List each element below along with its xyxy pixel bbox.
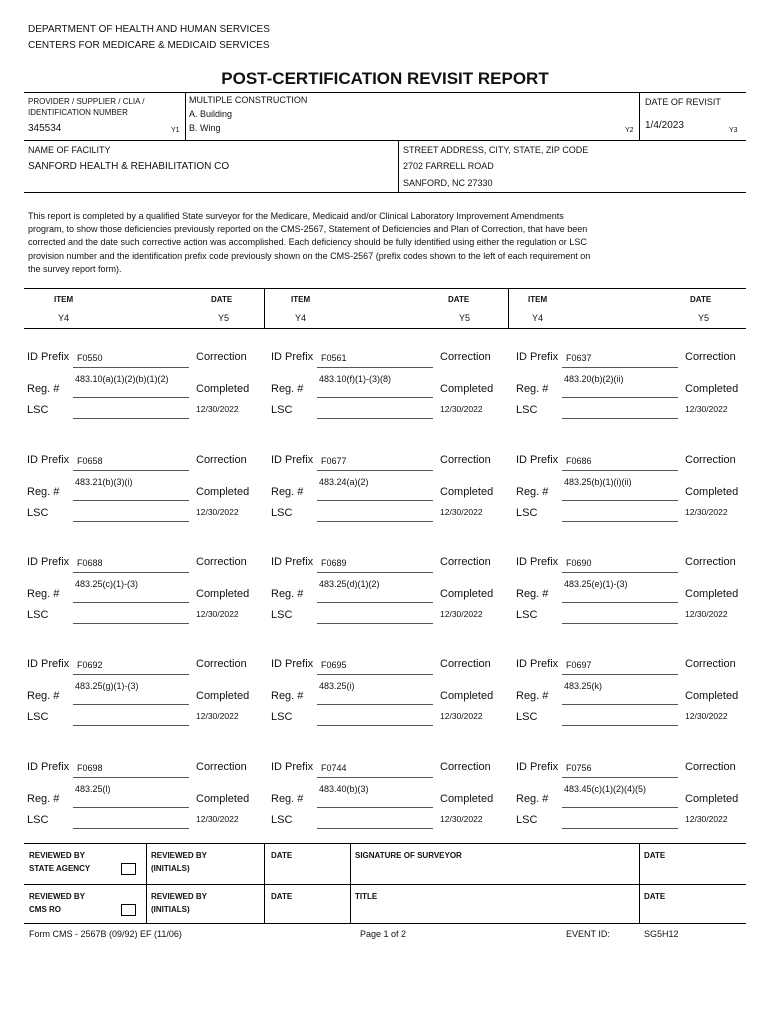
reviewed-initials-label-1: REVIEWED BY <box>151 892 208 901</box>
id-prefix-value: F0744 <box>321 763 347 773</box>
id-prefix-value: F0698 <box>77 763 103 773</box>
event-id-value: SG5H12 <box>644 929 679 939</box>
instructions-line: program, to show those deficiencies previously reported on the CMS-2567, Statement of Deficiencies and Plan of Correction, that have been <box>28 224 588 235</box>
id-prefix-value: F0677 <box>321 456 347 466</box>
form-number: Form CMS - 2567B (09/92) EF (11/06) <box>29 929 182 939</box>
lsc-label: LSC <box>27 404 49 416</box>
facility-name: SANFORD HEALTH & REHABILITATION CO <box>28 161 230 172</box>
provider-number: 345534 <box>28 123 62 134</box>
correction-label: Correction <box>440 454 491 466</box>
id-prefix-value: F0550 <box>77 353 103 363</box>
col1-y4: Y4 <box>58 313 70 323</box>
correction-label: Correction <box>685 351 736 363</box>
lsc-label: LSC <box>271 609 293 621</box>
correction-label: Correction <box>685 761 736 773</box>
reg-label: Reg. # <box>27 588 60 600</box>
id-prefix-label: ID Prefix <box>27 658 70 670</box>
reg-underline <box>562 704 678 705</box>
lsc-underline <box>317 725 433 726</box>
id-prefix-label: ID Prefix <box>27 556 70 568</box>
reg-underline <box>317 704 433 705</box>
correction-label: Correction <box>196 351 247 363</box>
id-prefix-label: ID Prefix <box>27 351 70 363</box>
lsc-underline <box>73 418 189 419</box>
id-prefix-label: ID Prefix <box>27 761 70 773</box>
correction-label: Correction <box>196 454 247 466</box>
instructions-line: This report is completed by a qualified State surveyor for the Medicare, Medicaid and/or Clinical Laboratory Improvement Amendments <box>28 211 564 221</box>
lsc-underline <box>317 521 433 522</box>
id-prefix-underline <box>317 572 433 573</box>
completion-date: 12/30/2022 <box>196 814 239 824</box>
reviewed-state-label-1: REVIEWED BY <box>29 851 86 860</box>
instructions-line: provision number and the identification prefix code previously shown on the CMS-2567 (prefix codes shown to the left of each requirement on <box>28 250 591 261</box>
lsc-underline <box>562 521 678 522</box>
id-prefix-value: F0756 <box>566 763 592 773</box>
lsc-label: LSC <box>271 507 293 519</box>
lsc-label: LSC <box>27 609 49 621</box>
id-prefix-underline <box>562 572 678 573</box>
title-label: TITLE <box>355 892 378 901</box>
completion-date: 12/30/2022 <box>440 507 483 517</box>
completed-label: Completed <box>196 383 250 395</box>
reg-label: Reg. # <box>516 588 549 600</box>
address-line-1: 2702 FARRELL ROAD <box>403 161 494 171</box>
id-prefix-underline <box>73 674 189 675</box>
instructions-line: corrected and the date such corrective action was accomplished. Each deficiency should be fully identified using either the regulation or LSC <box>28 237 587 248</box>
reg-underline <box>317 807 433 808</box>
id-prefix-value: F0686 <box>566 456 592 466</box>
completed-label: Completed <box>440 690 494 702</box>
lsc-label: LSC <box>516 507 538 519</box>
reg-label: Reg. # <box>516 793 549 805</box>
completed-label: Completed <box>685 793 739 805</box>
reg-label: Reg. # <box>27 793 60 805</box>
lsc-label: LSC <box>27 814 49 826</box>
date-of-revisit-label: DATE OF REVISIT <box>645 97 721 107</box>
col3-date-header: DATE <box>690 295 712 304</box>
col2-y4: Y4 <box>295 313 307 323</box>
y2-code: Y2 <box>625 127 634 134</box>
completion-date: 12/30/2022 <box>196 711 239 721</box>
reg-value: 483.25(g)(1)-(3) <box>75 681 139 691</box>
id-prefix-underline <box>73 367 189 368</box>
completed-label: Completed <box>196 793 250 805</box>
completion-date: 12/30/2022 <box>440 814 483 824</box>
correction-label: Correction <box>685 556 736 568</box>
y3-code: Y3 <box>729 127 738 134</box>
reg-value: 483.25(c)(1)-(3) <box>75 579 139 589</box>
id-prefix-value: F0688 <box>77 558 103 568</box>
reg-value: 483.25(e)(1)-(3) <box>564 579 628 589</box>
completed-label: Completed <box>440 588 494 600</box>
lsc-underline <box>317 623 433 624</box>
completion-date: 12/30/2022 <box>685 711 728 721</box>
completion-date: 12/30/2022 <box>440 711 483 721</box>
instructions-line: the survey report form). <box>28 263 122 274</box>
id-prefix-label: ID Prefix <box>516 556 559 568</box>
signature-label: SIGNATURE OF SURVEYOR <box>355 851 462 860</box>
agency-line-2: CENTERS FOR MEDICARE & MEDICAID SERVICES <box>28 40 270 51</box>
lsc-underline <box>562 725 678 726</box>
completed-label: Completed <box>440 383 494 395</box>
reg-underline <box>562 500 678 501</box>
col1-y5: Y5 <box>218 313 230 323</box>
id-prefix-underline <box>317 674 433 675</box>
reg-underline <box>562 602 678 603</box>
reg-underline <box>562 807 678 808</box>
provider-label-2: IDENTIFICATION NUMBER <box>28 108 128 117</box>
completed-label: Completed <box>440 486 494 498</box>
id-prefix-label: ID Prefix <box>516 658 559 670</box>
lsc-label: LSC <box>27 711 49 723</box>
completion-date: 12/30/2022 <box>685 507 728 517</box>
correction-label: Correction <box>196 556 247 568</box>
lsc-label: LSC <box>271 711 293 723</box>
id-prefix-value: F0561 <box>321 353 347 363</box>
reg-underline <box>562 397 678 398</box>
id-prefix-underline <box>562 470 678 471</box>
correction-label: Correction <box>440 556 491 568</box>
reg-value: 483.21(b)(3)(i) <box>75 477 133 487</box>
id-prefix-label: ID Prefix <box>271 351 314 363</box>
reg-label: Reg. # <box>271 588 304 600</box>
id-prefix-underline <box>73 777 189 778</box>
id-prefix-underline <box>73 470 189 471</box>
id-prefix-value: F0692 <box>77 660 103 670</box>
col2-date-header: DATE <box>448 295 470 304</box>
correction-label: Correction <box>440 658 491 670</box>
lsc-underline <box>562 623 678 624</box>
reviewed-initials-label-2: (INITIALS) <box>151 905 190 914</box>
id-prefix-underline <box>562 674 678 675</box>
reg-underline <box>73 602 189 603</box>
reg-label: Reg. # <box>271 793 304 805</box>
page-title: POST-CERTIFICATION REVISIT REPORT <box>221 69 549 88</box>
completion-date: 12/30/2022 <box>196 507 239 517</box>
reg-value: 483.25(k) <box>564 681 603 691</box>
lsc-underline <box>73 521 189 522</box>
lsc-label: LSC <box>27 507 49 519</box>
completion-date: 12/30/2022 <box>196 404 239 414</box>
lsc-label: LSC <box>516 609 538 621</box>
lsc-label: LSC <box>271 814 293 826</box>
reviewed-initials-label-1: REVIEWED BY <box>151 851 208 860</box>
provider-label-1: PROVIDER / SUPPLIER / CLIA / <box>28 97 145 106</box>
address-label: STREET ADDRESS, CITY, STATE, ZIP CODE <box>403 145 589 155</box>
col3-y4: Y4 <box>532 313 544 323</box>
completion-date: 12/30/2022 <box>440 609 483 619</box>
correction-label: Correction <box>685 658 736 670</box>
completion-date: 12/30/2022 <box>440 404 483 414</box>
lsc-label: LSC <box>516 814 538 826</box>
reg-value: 483.20(b)(2)(ii) <box>564 374 624 384</box>
id-prefix-label: ID Prefix <box>516 761 559 773</box>
completed-label: Completed <box>685 383 739 395</box>
id-prefix-underline <box>317 367 433 368</box>
lsc-label: LSC <box>271 404 293 416</box>
cms-ro-checkbox[interactable] <box>121 904 136 916</box>
reg-value: 483.10(a)(1)(2)(b)(1)(2) <box>75 374 169 384</box>
id-prefix-label: ID Prefix <box>271 761 314 773</box>
lsc-label: LSC <box>516 404 538 416</box>
correction-label: Correction <box>196 658 247 670</box>
reviewed-state-label-2: STATE AGENCY <box>29 864 91 873</box>
reg-underline <box>317 500 433 501</box>
id-prefix-underline <box>317 777 433 778</box>
reg-label: Reg. # <box>516 383 549 395</box>
col3-item-header: ITEM <box>528 295 548 304</box>
reg-underline <box>73 500 189 501</box>
completion-date: 12/30/2022 <box>685 814 728 824</box>
address-line-2: SANFORD, NC 27330 <box>403 178 493 188</box>
col3-y5: Y5 <box>698 313 710 323</box>
id-prefix-label: ID Prefix <box>271 658 314 670</box>
completed-label: Completed <box>196 690 250 702</box>
id-prefix-label: ID Prefix <box>27 454 70 466</box>
reg-value: 483.25(b)(1)(i)(ii) <box>564 477 632 487</box>
id-prefix-label: ID Prefix <box>516 351 559 363</box>
reg-value: 483.25(i) <box>319 681 355 691</box>
id-prefix-value: F0697 <box>566 660 592 670</box>
reg-label: Reg. # <box>271 690 304 702</box>
lsc-underline <box>73 828 189 829</box>
reg-label: Reg. # <box>271 383 304 395</box>
state-agency-checkbox[interactable] <box>121 863 136 875</box>
id-prefix-label: ID Prefix <box>271 454 314 466</box>
reg-label: Reg. # <box>271 486 304 498</box>
date-label: DATE <box>644 851 666 860</box>
correction-label: Correction <box>440 761 491 773</box>
reg-value: 483.10(f)(1)-(3)(8) <box>319 374 392 384</box>
id-prefix-value: F0658 <box>77 456 103 466</box>
correction-label: Correction <box>196 761 247 773</box>
reviewed-cms-label-2: CMS RO <box>29 905 61 914</box>
facility-label: NAME OF FACILITY <box>28 145 111 155</box>
id-prefix-value: F0690 <box>566 558 592 568</box>
id-prefix-value: F0637 <box>566 353 592 363</box>
reg-underline <box>73 397 189 398</box>
date-label: DATE <box>271 892 293 901</box>
lsc-underline <box>73 725 189 726</box>
reg-value: 483.45(c)(1)(2)(4)(5) <box>564 784 647 794</box>
col2-item-header: ITEM <box>291 295 311 304</box>
reg-underline <box>73 704 189 705</box>
reg-underline <box>73 807 189 808</box>
reviewed-initials-label-2: (INITIALS) <box>151 864 190 873</box>
id-prefix-value: F0695 <box>321 660 347 670</box>
multiple-construction-label: MULTIPLE CONSTRUCTION <box>189 95 308 105</box>
completion-date: 12/30/2022 <box>685 609 728 619</box>
id-prefix-underline <box>562 777 678 778</box>
lsc-underline <box>73 623 189 624</box>
date-label: DATE <box>644 892 666 901</box>
correction-label: Correction <box>440 351 491 363</box>
completion-date: 12/30/2022 <box>685 404 728 414</box>
wing-label: B. Wing <box>189 123 221 133</box>
y1-code: Y1 <box>171 127 180 134</box>
completed-label: Completed <box>685 690 739 702</box>
completed-label: Completed <box>440 793 494 805</box>
lsc-underline <box>562 828 678 829</box>
reg-value: 483.24(a)(2) <box>319 477 369 487</box>
id-prefix-underline <box>73 572 189 573</box>
reg-label: Reg. # <box>27 690 60 702</box>
col1-item-header: ITEM <box>54 295 74 304</box>
lsc-underline <box>562 418 678 419</box>
building-label: A. Building <box>189 109 233 119</box>
completion-date: 12/30/2022 <box>196 609 239 619</box>
lsc-underline <box>317 828 433 829</box>
lsc-underline <box>317 418 433 419</box>
id-prefix-label: ID Prefix <box>516 454 559 466</box>
reg-value: 483.25(d)(1)(2) <box>319 579 380 589</box>
agency-line-1: DEPARTMENT OF HEALTH AND HUMAN SERVICES <box>28 24 270 35</box>
col2-y5: Y5 <box>459 313 471 323</box>
id-prefix-label: ID Prefix <box>271 556 314 568</box>
reg-label: Reg. # <box>27 486 60 498</box>
reviewed-cms-label-1: REVIEWED BY <box>29 892 86 901</box>
page-number: Page 1 of 2 <box>360 929 407 939</box>
event-id-label: EVENT ID: <box>566 929 610 939</box>
reg-value: 483.25(l) <box>75 784 111 794</box>
id-prefix-value: F0689 <box>321 558 347 568</box>
completed-label: Completed <box>196 486 250 498</box>
reg-label: Reg. # <box>516 690 549 702</box>
correction-label: Correction <box>685 454 736 466</box>
reg-label: Reg. # <box>27 383 60 395</box>
id-prefix-underline <box>317 470 433 471</box>
completed-label: Completed <box>196 588 250 600</box>
completed-label: Completed <box>685 588 739 600</box>
id-prefix-underline <box>562 367 678 368</box>
date-of-revisit-value: 1/4/2023 <box>645 120 684 131</box>
reg-label: Reg. # <box>516 486 549 498</box>
instructions <box>28 210 748 276</box>
reg-underline <box>317 602 433 603</box>
reg-value: 483.40(b)(3) <box>319 784 369 794</box>
lsc-label: LSC <box>516 711 538 723</box>
reg-underline <box>317 397 433 398</box>
completed-label: Completed <box>685 486 739 498</box>
date-label: DATE <box>271 851 293 860</box>
col1-date-header: DATE <box>211 295 233 304</box>
